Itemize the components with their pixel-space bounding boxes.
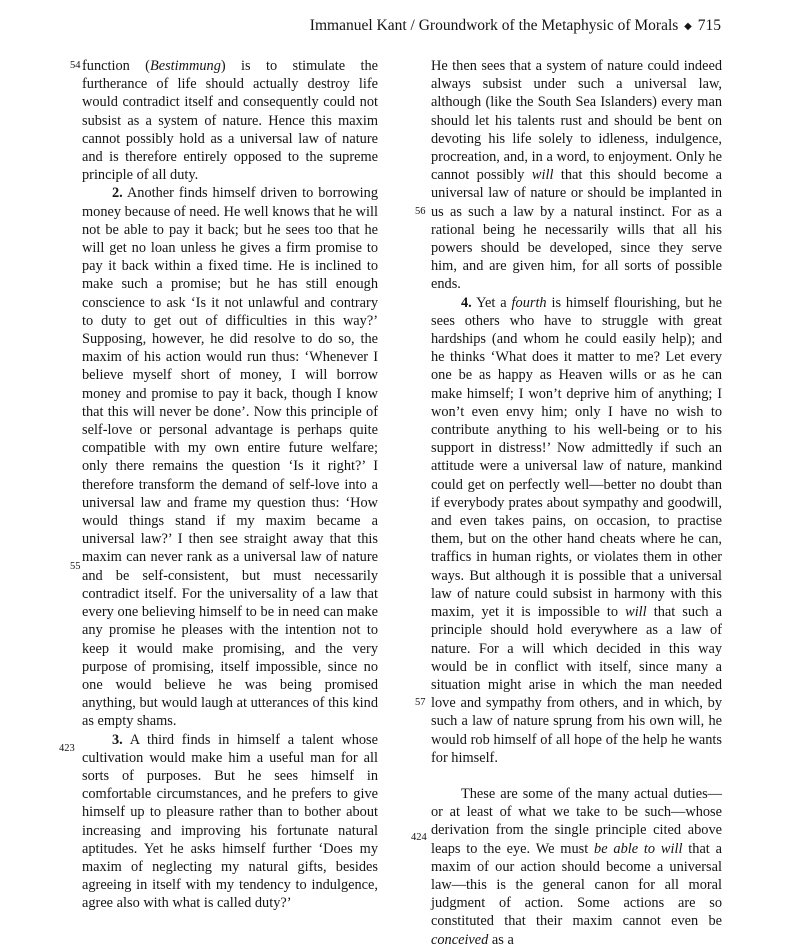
page-number: 715 bbox=[697, 17, 721, 34]
margin-number: 424 bbox=[411, 832, 427, 843]
right-column bbox=[411, 57, 722, 949]
running-header bbox=[0, 16, 721, 38]
paragraph: 3. A third finds in himself a talent whose cultivation would make him a useful man for all sorts of purposes. But he sees himself in comfortable circumstances, and he prefers to give himself up to pleasure rather than to bother about increasing and improving his fortunate natural aptitudes. Yet he asks himself further ‘Does my maxim of neglecting my natural gifts, besides agreeing in itself with my tendency to indulgence, agree also with what is called duty?’ bbox=[82, 731, 378, 912]
paragraph: These are some of the many actual duties—or at least of what we take to be such—whose derivation from the single principle cited above leaps to the eye. We must be able to will that a maxim of our action should become a universal law—this is the general canon for all moral judgment of action. Some actions are so constituted that their maxim cannot even be conceived as a bbox=[431, 785, 722, 948]
header-separator: / bbox=[410, 17, 415, 34]
paragraph-number: 4. bbox=[461, 294, 472, 311]
header-author: Immanuel Kant bbox=[309, 17, 407, 34]
paragraph: He then sees that a system of nature could indeed always subsist under such a universal law, although (like the South Sea Islanders) every man should let his talents rust and should be bent on devoting his life solely to idleness, indulgence, procreation, and, in a word, to enjoyment. Only he cannot possibly will that this should become a universal law of nature or should be implanted in us as such a law by a natural instinct. For as a rational being he necessarily wills that all his powers should be developed, since they serve him, and are given him, for all sorts of possible ends. bbox=[431, 58, 722, 293]
left-column bbox=[59, 57, 379, 913]
margin-number: 57 bbox=[415, 696, 426, 708]
margin-number: 56 bbox=[415, 205, 426, 217]
diamond-ornament-icon: ◆ bbox=[684, 21, 692, 32]
margin-number: 423 bbox=[59, 742, 75, 754]
paragraph-number: 3. bbox=[112, 731, 123, 748]
header-title: Groundwork of the Metaphysic of Morals bbox=[418, 17, 679, 34]
paragraph: function (Bestimmung) is to stimulate the furtherance of life should actually destroy life would contradict itself and consequently could not subsist as a system of nature. Hence this maxim cannot possibly hold as a universal law of nature and is therefore entirely opposed to the supreme principle of all duty. bbox=[82, 58, 379, 184]
paragraph: 2. Another finds himself driven to borrowing money because of need. He well knows that he will not be able to pay it back; but he sees too that he will get no loan unless he gives a firm promise to pay it back within a fixed time. He is inclined to make such a promise; but he has still enough conscience to ask ‘Is it not unlawful and contrary to duty to get out of difficulties in this way?’ Supposing, however, he did resolve to do so, the maxim of his action would run thus: ‘Whenever I believe myself short of money, I will borrow money and promise to pay it back, though I know that this will never be done’. Now this principle of self-love or personal advantage is perhaps quite compatible with my own entire future welfare; only there remains the question ‘Is it right?’ I therefore transform the demand of self-love into a universal law and frame my question thus: ‘How would things stand if my maxim became a universal law?’ I then see straight away that this maxim can never rank as a universal law of nature and be self-consistent, but must necessarily contradict itself. For the universality of a law that every one believing himself to be in need can make any promise he pleases with the intention not to keep it would make promising, and the very purpose of promising, itself impossible, since no one would believe he was being promised anything, but would laugh at utterances of this kind as empty shams. bbox=[82, 185, 379, 730]
paragraph-number: 2. bbox=[112, 185, 123, 202]
margin-number: 54 bbox=[70, 60, 81, 71]
paragraph: 4. Yet a fourth is himself flourishing, but he sees others who have to struggle with great hardships (and whom he could easily help); and he thinks ‘What does it matter to me? Let every one be as happy as Heaven wills or as he can make himself; I won’t deprive him of anything; I won’t even envy him; only I have no wish to contribute anything to his well-being or to his support in distress!’ Now admittedly if such an attitude were a universal law of nature, mankind could get on perfectly well—better no doubt than if everybody prates about sympathy and goodwill, and even takes pains, on occasion, to practise them, but on the other hand cheats where he can, traffics in human rights, or violates them in other ways. But although it is possible that a universal law of nature could subsist in harmony with this maxim, yet it is impossible to will that such a principle should hold everywhere as a law of nature. For a will which decided in this way would be in conflict with itself, since many a situation might arise in which the man needed love and sympathy from others, and in which, by such a law of nature sprung from his own will, he would rob himself of all hope of the help he wants for himself. bbox=[431, 294, 722, 766]
margin-number: 55 bbox=[70, 560, 81, 572]
